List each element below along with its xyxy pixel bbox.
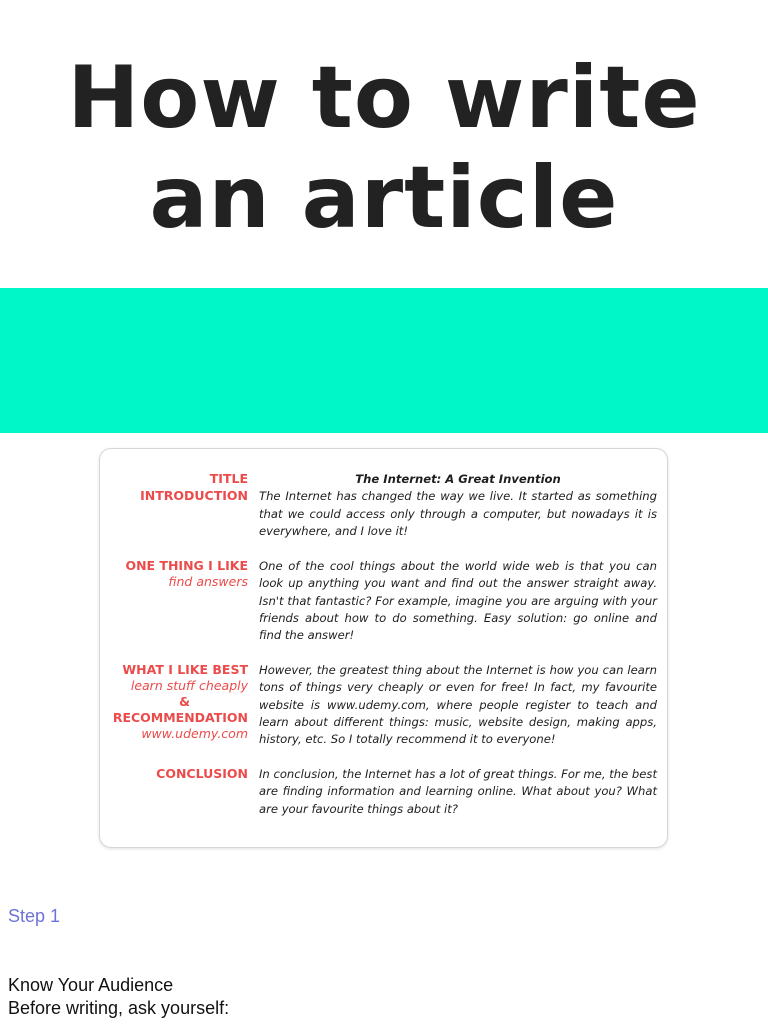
label-recommendation: RECOMMENDATION bbox=[112, 710, 248, 725]
label-ampersand: & bbox=[179, 694, 190, 709]
label-title: TITLE bbox=[209, 471, 248, 486]
what-best-paragraph: However, the greatest thing about the Internet is how you can learn tons of things very cheaply or even for free! In fact, my favourite website is www.udemy.com, where people register to teach and learn about different things: music, website design, making apps, history, etc. So I totally recommend it to everyone! bbox=[259, 663, 657, 747]
step-label: Step 1 bbox=[8, 906, 61, 926]
example-article-card bbox=[99, 448, 668, 848]
conclusion-paragraph: In conclusion, the Internet has a lot of great things. For me, the best are finding information and learning online. What about you? What are your favourite things about it? bbox=[259, 767, 657, 816]
what-best-labels bbox=[100, 662, 248, 742]
page-title-line-2: an article bbox=[149, 148, 619, 248]
label-one-thing-sub: find answers bbox=[168, 574, 248, 589]
conclusion-labels bbox=[100, 766, 248, 782]
page-title bbox=[0, 48, 768, 248]
introduction-paragraph: The Internet has changed the way we live. It started as something that we could access only through a computer, but nowadays it is everywhere, and I love it! bbox=[259, 489, 657, 538]
one-thing-labels bbox=[100, 558, 248, 590]
intro-text-block bbox=[259, 471, 657, 540]
one-thing-paragraph: One of the cool things about the world wide web is that you can look up anything you want and find out the answer straight away. Isn't that fantastic? For example, imagine you are arguing with your friends about how to do something. Easy solution: go online and find the answer! bbox=[259, 559, 657, 643]
label-what-best-sub: learn stuff cheaply bbox=[130, 678, 248, 693]
label-what-best: WHAT I LIKE BEST bbox=[122, 662, 248, 677]
accent-band bbox=[0, 288, 768, 433]
step-heading: Know Your Audience bbox=[8, 975, 174, 995]
article-title: The Internet: A Great Invention bbox=[355, 472, 561, 486]
label-one-thing: ONE THING I LIKE bbox=[125, 558, 248, 573]
label-conclusion: CONCLUSION bbox=[156, 766, 248, 781]
page-title-line-1: How to write bbox=[67, 48, 701, 148]
label-introduction: INTRODUCTION bbox=[140, 488, 248, 503]
intro-labels bbox=[100, 471, 248, 504]
label-recommendation-sub: www.udemy.com bbox=[141, 726, 248, 741]
step-intro: Before writing, ask yourself: bbox=[8, 998, 230, 1018]
